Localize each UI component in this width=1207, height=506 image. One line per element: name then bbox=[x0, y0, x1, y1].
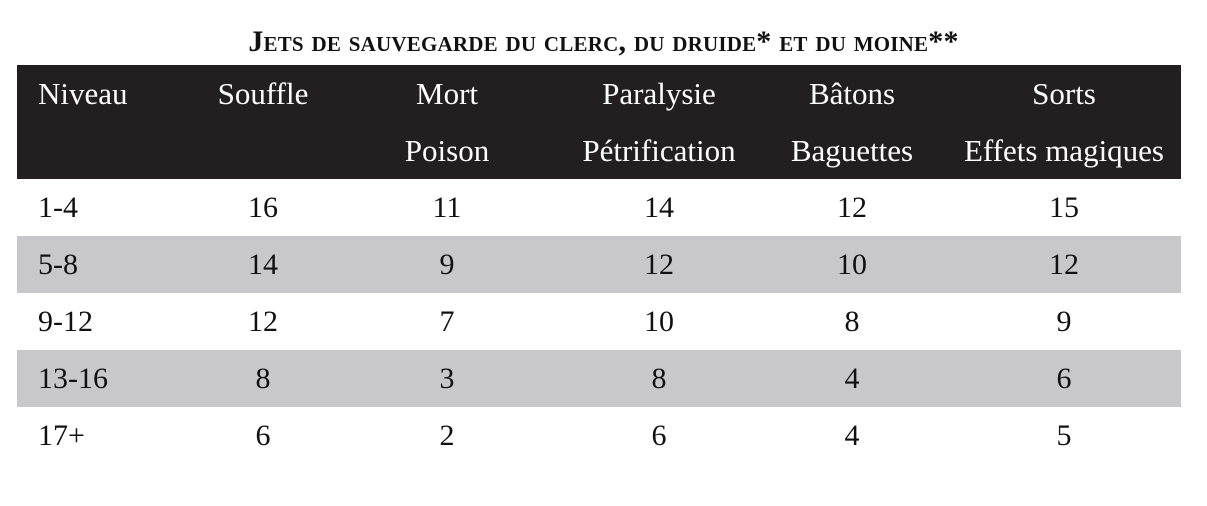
table-row bbox=[17, 293, 1181, 350]
cell-sorts: 9 bbox=[1056, 305, 1072, 338]
saving-throws-table bbox=[17, 65, 1181, 464]
header-niveau bbox=[38, 65, 188, 179]
cell-niveau: 17+ bbox=[38, 419, 85, 452]
cell-paralysie: 14 bbox=[644, 191, 674, 224]
cell-batons: 10 bbox=[837, 248, 867, 281]
cell-sorts: 15 bbox=[1049, 191, 1079, 224]
cell-paralysie: 6 bbox=[651, 419, 667, 452]
cell-mort-poison: 9 bbox=[439, 248, 455, 281]
header-sorts-effets bbox=[947, 65, 1181, 179]
header-label: Paralysie bbox=[602, 76, 716, 111]
cell-souffle: 8 bbox=[255, 362, 271, 395]
cell-niveau: 13-16 bbox=[38, 362, 108, 395]
cell-batons: 4 bbox=[844, 362, 860, 395]
header-label: Bâtons bbox=[808, 76, 896, 111]
cell-sorts: 6 bbox=[1056, 362, 1072, 395]
cell-souffle: 14 bbox=[248, 248, 278, 281]
cell-mort-poison: 7 bbox=[439, 305, 455, 338]
table-row bbox=[17, 407, 1181, 464]
cell-souffle: 6 bbox=[255, 419, 271, 452]
header-label-line2: Baguettes bbox=[790, 133, 914, 168]
cell-mort-poison: 2 bbox=[439, 419, 455, 452]
header-batons-baguettes bbox=[777, 65, 927, 179]
cell-mort-poison: 3 bbox=[439, 362, 455, 395]
cell-niveau: 5-8 bbox=[38, 248, 78, 281]
header-mort-poison bbox=[372, 65, 522, 179]
header-label-line2: Pétrification bbox=[582, 133, 736, 168]
cell-sorts: 5 bbox=[1056, 419, 1072, 452]
header-label-line2: Effets magiques bbox=[963, 133, 1165, 168]
cell-paralysie: 10 bbox=[644, 305, 674, 338]
cell-paralysie: 12 bbox=[644, 248, 674, 281]
table-row bbox=[17, 350, 1181, 407]
cell-souffle: 12 bbox=[248, 305, 278, 338]
cell-mort-poison: 11 bbox=[432, 191, 462, 224]
header-paralysie-petrification bbox=[559, 65, 759, 179]
cell-niveau: 9-12 bbox=[38, 305, 93, 338]
header-label: Mort bbox=[416, 76, 478, 111]
cell-paralysie: 8 bbox=[651, 362, 667, 395]
cell-sorts: 12 bbox=[1049, 248, 1079, 281]
table-header bbox=[17, 65, 1181, 179]
cell-niveau: 1-4 bbox=[38, 191, 78, 224]
table-title: Jets de sauvegarde du clerc, du druide* et du moine** bbox=[248, 25, 959, 58]
cell-batons: 12 bbox=[837, 191, 867, 224]
cell-batons: 8 bbox=[844, 305, 860, 338]
header-souffle bbox=[187, 65, 339, 179]
header-label: Sorts bbox=[1032, 76, 1096, 111]
header-label: Niveau bbox=[38, 76, 128, 111]
table-row bbox=[17, 179, 1181, 236]
cell-souffle: 16 bbox=[248, 191, 278, 224]
cell-batons: 4 bbox=[844, 419, 860, 452]
header-label-line2: Poison bbox=[404, 133, 490, 168]
table-row bbox=[17, 236, 1181, 293]
header-label: Souffle bbox=[217, 76, 309, 111]
